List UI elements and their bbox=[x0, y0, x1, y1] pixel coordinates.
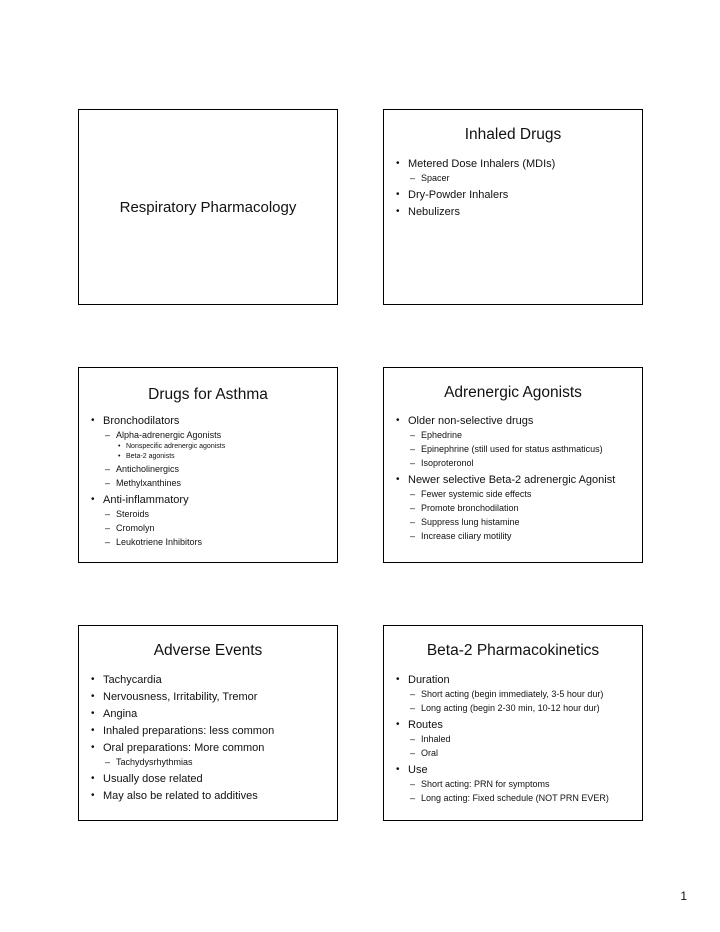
sub-bullet-item: – Increase ciliary motility bbox=[396, 530, 636, 543]
sub-sub-bullet-item: • Nonspecific adrenergic agonists bbox=[91, 442, 331, 452]
bullet-item: • Duration bbox=[396, 673, 636, 687]
bullet-item: • Metered Dose Inhalers (MDIs) bbox=[396, 157, 636, 171]
sub-bullet-item: – Epinephrine (still used for status asthmaticus) bbox=[396, 443, 636, 456]
bullet-item: • Newer selective Beta-2 adrenergic Agonist bbox=[396, 473, 636, 487]
bullet-item: • Routes bbox=[396, 718, 636, 732]
sub-bullet-item: – Promote bronchodilation bbox=[396, 502, 636, 515]
sub-bullet-item: – Alpha-adrenergic Agonists bbox=[91, 429, 331, 442]
slide-2 bbox=[383, 109, 643, 305]
slide-title: Adverse Events bbox=[153, 642, 263, 659]
slide-1 bbox=[78, 109, 338, 305]
bullet-list bbox=[91, 670, 331, 803]
slide-title: Respiratory Pharmacology bbox=[119, 198, 297, 216]
sub-bullet-item: – Spacer bbox=[396, 172, 636, 185]
slide-title: Drugs for Asthma bbox=[148, 386, 268, 403]
bullet-list bbox=[396, 154, 636, 219]
bullet-item: • Older non-selective drugs bbox=[396, 414, 636, 428]
bullet-item: • Tachycardia bbox=[91, 673, 331, 687]
sub-bullet-item: – Leukotriene Inhibitors bbox=[91, 536, 331, 549]
slide-title: Adrenergic Agonists bbox=[444, 384, 582, 401]
bullet-item: • May also be related to additives bbox=[91, 789, 331, 803]
sub-bullet-item: – Methylxanthines bbox=[91, 477, 331, 490]
sub-bullet-item: – Ephedrine bbox=[396, 429, 636, 442]
bullet-list bbox=[91, 411, 331, 549]
bullet-item: • Bronchodilators bbox=[91, 414, 331, 428]
bullet-item: • Nebulizers bbox=[396, 205, 636, 219]
sub-bullet-item: – Steroids bbox=[91, 508, 331, 521]
bullet-item: • Dry-Powder Inhalers bbox=[396, 188, 636, 202]
sub-bullet-item: – Oral bbox=[396, 747, 636, 760]
sub-bullet-item: – Anticholinergics bbox=[91, 463, 331, 476]
sub-bullet-item: – Tachydysrhythmias bbox=[91, 756, 331, 769]
page-number: 1 bbox=[680, 889, 687, 903]
sub-bullet-item: – Isoproteronol bbox=[396, 457, 636, 470]
sub-bullet-item: – Cromolyn bbox=[91, 522, 331, 535]
bullet-item: • Angina bbox=[91, 707, 331, 721]
bullet-item: • Use bbox=[396, 763, 636, 777]
sub-bullet-item: – Fewer systemic side effects bbox=[396, 488, 636, 501]
slide-5 bbox=[78, 625, 338, 821]
sub-bullet-item: – Long acting (begin 2-30 min, 10-12 hour dur) bbox=[396, 702, 636, 715]
bullet-item: • Nervousness, Irritability, Tremor bbox=[91, 690, 331, 704]
slide-title: Beta-2 Pharmacokinetics bbox=[426, 642, 600, 659]
bullet-list bbox=[396, 411, 636, 543]
sub-bullet-item: – Suppress lung histamine bbox=[396, 516, 636, 529]
sub-bullet-item: – Short acting (begin immediately, 3-5 hour dur) bbox=[396, 688, 636, 701]
sub-bullet-item: – Short acting: PRN for symptoms bbox=[396, 778, 636, 791]
bullet-list bbox=[396, 670, 636, 805]
sub-bullet-item: – Long acting: Fixed schedule (NOT PRN EVER) bbox=[396, 792, 636, 805]
slide-6 bbox=[383, 625, 643, 821]
sub-sub-bullet-item: • Beta-2 agonists bbox=[91, 452, 331, 462]
sub-bullet-item: – Inhaled bbox=[396, 733, 636, 746]
bullet-item: • Anti-inflammatory bbox=[91, 493, 331, 507]
slide-3 bbox=[78, 367, 338, 563]
bullet-item: • Usually dose related bbox=[91, 772, 331, 786]
bullet-item: • Inhaled preparations: less common bbox=[91, 724, 331, 738]
slide-title: Inhaled Drugs bbox=[464, 126, 562, 143]
bullet-item: • Oral preparations: More common bbox=[91, 741, 331, 755]
slide-4 bbox=[383, 367, 643, 563]
